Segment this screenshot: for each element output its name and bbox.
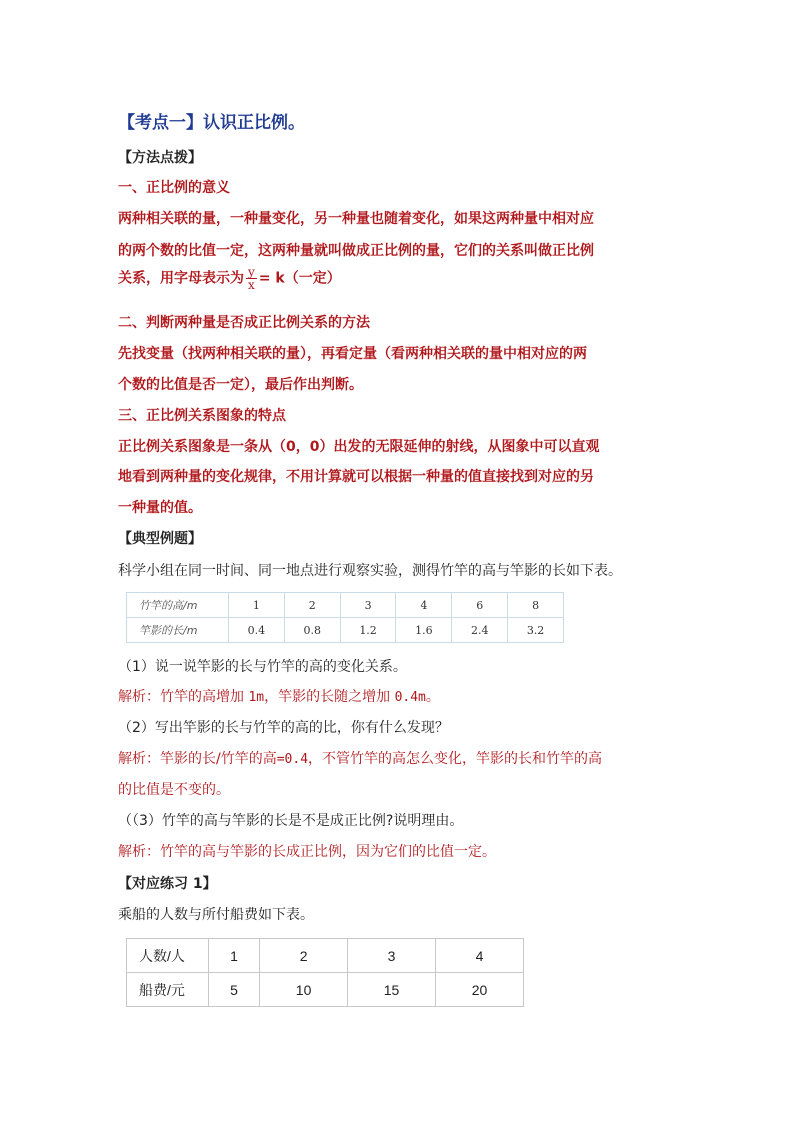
answer-2-line-1 bbox=[118, 748, 602, 768]
formula-rest: = k（一定） bbox=[258, 270, 341, 287]
formula-fraction bbox=[246, 266, 257, 291]
table-cell: 0.8 bbox=[284, 618, 340, 643]
table-cell: 4 bbox=[396, 593, 452, 618]
table-row bbox=[127, 593, 564, 618]
answer-2-rest: ，不管竹竿的高怎么变化，竿影的长和竹竿的高 bbox=[308, 751, 603, 767]
table-cell: 1.2 bbox=[340, 618, 396, 643]
page-title: 【考点一】认识正比例。 bbox=[118, 113, 305, 133]
section-1-line-2: 的两个数的比值一定，这两种量就叫做成正比例的量，它们的关系叫做正比例 bbox=[118, 243, 594, 259]
answer-1 bbox=[118, 686, 440, 706]
table-cell: 15 bbox=[348, 973, 436, 1007]
table-header-cell: 竹竿的高/m bbox=[127, 593, 229, 618]
question-3: （（3）竹竿的高与竿影的长是不是成正比例?说明理由。 bbox=[118, 813, 464, 829]
table-header-cell: 船费/元 bbox=[127, 973, 209, 1007]
section-1-heading: 一、正比例的意义 bbox=[118, 180, 230, 196]
answer-1-value-1: 1m bbox=[248, 690, 265, 705]
table-cell: 5 bbox=[209, 973, 260, 1007]
section-3-heading: 三、正比例关系图象的特点 bbox=[118, 408, 286, 424]
answer-1-prefix: 解析：竹竿的高增加 bbox=[118, 689, 244, 705]
table-cell: 1.6 bbox=[396, 618, 452, 643]
section-2-heading: 二、判断两种量是否成正比例关系的方法 bbox=[118, 315, 370, 331]
section-3-line-1: 正比例关系图象是一条从（0，0）出发的无限延伸的射线，从图象中可以直观 bbox=[118, 439, 600, 455]
table-cell: 6 bbox=[452, 593, 508, 618]
table-row bbox=[127, 973, 524, 1007]
answer-1-value-2: 0.4m bbox=[394, 690, 426, 705]
table-cell: 0.4 bbox=[229, 618, 285, 643]
formula-numerator: y bbox=[248, 265, 255, 279]
answer-2-value: =0.4 bbox=[276, 752, 309, 767]
table-header-cell: 人数/人 bbox=[127, 939, 209, 973]
table-cell: 3 bbox=[340, 593, 396, 618]
table-cell: 3 bbox=[348, 939, 436, 973]
answer-2-prefix: 解析：竿影的长/竹竿的高 bbox=[118, 751, 277, 767]
table-row bbox=[127, 939, 524, 973]
table-row bbox=[127, 618, 564, 643]
answer-1-mid: ，竿影的长随之增加 bbox=[264, 689, 391, 705]
method-heading: 【方法点拨】 bbox=[118, 150, 202, 166]
table-cell: 3.2 bbox=[508, 618, 564, 643]
table-cell: 8 bbox=[508, 593, 564, 618]
section-1-line-3 bbox=[118, 266, 341, 291]
section-2-line-2: 个数的比值是否一定），最后作出判断。 bbox=[118, 377, 363, 393]
table-header-cell: 竿影的长/m bbox=[127, 618, 229, 643]
table-bamboo bbox=[126, 592, 564, 643]
table-cell: 2 bbox=[284, 593, 340, 618]
section-1-line-1: 两种相关联的量，一种量变化，另一种量也随着变化，如果这两种量中相对应 bbox=[118, 211, 594, 227]
table-cell: 2 bbox=[260, 939, 348, 973]
formula-denominator: x bbox=[248, 278, 255, 292]
table-cell: 20 bbox=[436, 973, 524, 1007]
table-cell: 10 bbox=[260, 973, 348, 1007]
section-1-line-3-prefix: 关系，用字母表示为 bbox=[118, 270, 244, 287]
answer-1-end: 。 bbox=[425, 689, 440, 705]
example-heading: 【典型例题】 bbox=[118, 531, 202, 547]
table-cell: 1 bbox=[209, 939, 260, 973]
table-cell: 1 bbox=[229, 593, 285, 618]
question-1: （1）说一说竿影的长与竹竿的高的变化关系。 bbox=[118, 659, 407, 675]
answer-2-line-2: 的比值是不变的。 bbox=[118, 782, 230, 798]
question-2: （2）写出竿影的长与竹竿的高的比，你有什么发现？ bbox=[118, 720, 449, 736]
table-cell: 4 bbox=[436, 939, 524, 973]
section-3-line-2: 地看到两种量的变化规律，不用计算就可以根据一种量的值直接找到对应的另 bbox=[118, 469, 594, 485]
answer-3: 解析：竹竿的高与竿影的长成正比例，因为它们的比值一定。 bbox=[118, 844, 496, 860]
section-2-line-1: 先找变量（找两种相关联的量），再看定量（看两种相关联的量中相对应的两 bbox=[118, 346, 587, 362]
table-cell: 2.4 bbox=[452, 618, 508, 643]
example-text: 科学小组在同一时间、同一地点进行观察实验，测得竹竿的高与竿影的长如下表。 bbox=[118, 563, 622, 579]
table-boat-fare bbox=[126, 938, 524, 1007]
practice-heading: 【对应练习 1】 bbox=[118, 876, 217, 892]
practice-text: 乘船的人数与所付船费如下表。 bbox=[118, 907, 314, 923]
section-3-line-3: 一种量的值。 bbox=[118, 500, 202, 516]
